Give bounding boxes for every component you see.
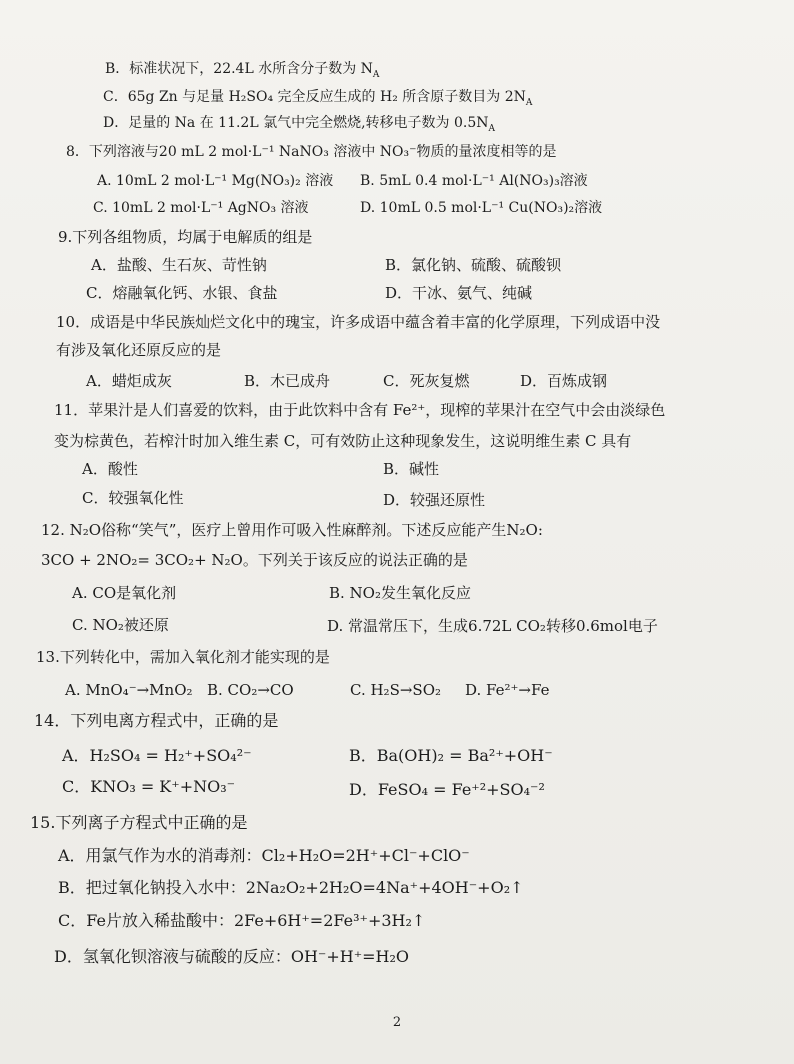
q11-option-d: D．较强还原性 bbox=[383, 491, 486, 509]
q14-option-c: C．KNO₃ = K⁺+NO₃⁻ bbox=[62, 777, 236, 796]
q7-option-d-text: D．足量的 Na 在 11.2L 氯气中完全燃烧,转移电子数为 0.5N bbox=[103, 115, 489, 131]
q8-option-c: C. 10mL 2 mol·L⁻¹ AgNO₃ 溶液 bbox=[93, 200, 309, 216]
q9-option-a: A．盐酸、生石灰、苛性钠 bbox=[91, 256, 267, 274]
q13-option-b: B. CO₂→CO bbox=[207, 681, 294, 699]
q12-option-b: B. NO₂发生氧化反应 bbox=[329, 584, 471, 602]
q9-option-b: B．氯化钠、硫酸、硫酸钡 bbox=[385, 256, 562, 274]
q15-option-a: A．用氯气作为水的消毒剂：Cl₂+H₂O=2H⁺+Cl⁻+ClO⁻ bbox=[58, 846, 470, 865]
q15-option-c: C．Fe片放入稀盐酸中：2Fe+6H⁺=2Fe³⁺+3H₂↑ bbox=[58, 911, 426, 930]
q7-option-b bbox=[105, 62, 379, 80]
q14-option-b: B．Ba(OH)₂ = Ba²⁺+OH⁻ bbox=[349, 746, 553, 765]
q15-option-d: D．氢氧化钡溶液与硫酸的反应：OH⁻+H⁺=H₂O bbox=[54, 947, 410, 966]
q15-stem: 15.下列离子方程式中正确的是 bbox=[30, 813, 248, 832]
q10-option-b: B．木已成舟 bbox=[244, 372, 331, 390]
q13-option-a: A. MnO₄⁻→MnO₂ bbox=[65, 681, 193, 699]
q11-option-b: B．碱性 bbox=[383, 460, 440, 478]
q7-option-c-subscript: A bbox=[525, 97, 533, 108]
q8-option-b: B. 5mL 0.4 mol·L⁻¹ Al(NO₃)₃溶液 bbox=[360, 173, 588, 189]
q13-stem: 13.下列转化中，需加入氧化剂才能实现的是 bbox=[36, 648, 330, 666]
q8-stem: 8．下列溶液与20 mL 2 mol·L⁻¹ NaNO₃ 溶液中 NO₃⁻物质的量浓度相等的是 bbox=[66, 144, 557, 160]
q7-option-c-text: C．65g Zn 与足量 H₂SO₄ 完全反应生成的 H₂ 所含原子数目为 2N bbox=[103, 89, 526, 105]
q12-option-a: A. CO是氧化剂 bbox=[72, 584, 177, 602]
q9-option-d: D．干冰、氨气、纯碱 bbox=[385, 284, 533, 302]
q14-option-a: A．H₂SO₄ = H₂⁺+SO₄²⁻ bbox=[62, 746, 252, 765]
q15-option-b: B．把过氧化钠投入水中：2Na₂O₂+2H₂O=4Na⁺+4OH⁻+O₂↑ bbox=[58, 878, 524, 897]
q12-option-c: C. NO₂被还原 bbox=[72, 616, 169, 634]
q10-stem-line2: 有涉及氧化还原反应的是 bbox=[56, 341, 222, 359]
q14-stem: 14．下列电离方程式中，正确的是 bbox=[34, 711, 279, 730]
q14-option-d: D．FeSO₄ = Fe⁺²+SO₄⁻² bbox=[349, 780, 545, 799]
q10-option-a: A．蜡炬成灰 bbox=[86, 372, 172, 390]
q13-option-d: D. Fe²⁺→Fe bbox=[465, 681, 550, 699]
q7-option-b-subscript: A bbox=[372, 69, 380, 80]
q11-stem-line1: 11．苹果汁是人们喜爱的饮料，由于此饮料中含有 Fe²⁺，现榨的苹果汁在空气中会由淡绿色 bbox=[54, 401, 666, 419]
q9-stem: 9.下列各组物质，均属于电解质的组是 bbox=[58, 228, 313, 246]
q7-option-d-subscript: A bbox=[488, 123, 496, 134]
q10-option-d: D．百炼成钢 bbox=[520, 372, 608, 390]
q12-option-d: D. 常温常压下，生成6.72L CO₂转移0.6mol电子 bbox=[327, 617, 658, 635]
q8-option-d: D. 10mL 0.5 mol·L⁻¹ Cu(NO₃)₂溶液 bbox=[360, 200, 603, 216]
q8-option-a: A. 10mL 2 mol·L⁻¹ Mg(NO₃)₂ 溶液 bbox=[97, 173, 334, 189]
q7-option-c bbox=[103, 90, 532, 108]
q13-option-c: C. H₂S→SO₂ bbox=[350, 681, 442, 699]
q12-stem-line1: 12. N₂O俗称“笑气”，医疗上曾用作可吸入性麻醉剂。下述反应能产生N₂O: bbox=[41, 521, 543, 539]
q10-option-c: C．死灰复燃 bbox=[383, 372, 470, 390]
q10-stem-line1: 10．成语是中华民族灿烂文化中的瑰宝，许多成语中蕴含着丰富的化学原理，下列成语中没 bbox=[56, 313, 661, 331]
q11-option-c: C．较强氧化性 bbox=[82, 489, 184, 507]
q7-option-b-text: B．标准状况下，22.4L 水所含分子数为 N bbox=[105, 61, 373, 77]
q7-option-d bbox=[103, 116, 495, 134]
q9-option-c: C．熔融氧化钙、水银、食盐 bbox=[86, 284, 278, 302]
page-number: 2 bbox=[392, 1015, 402, 1030]
q11-stem-line2: 变为棕黄色，若榨汁时加入维生素 C，可有效防止这种现象发生，这说明维生素 C 具有 bbox=[54, 432, 632, 450]
q11-option-a: A．酸性 bbox=[82, 460, 138, 478]
q12-stem-line2: 3CO + 2NO₂= 3CO₂+ N₂O。下列关于该反应的说法正确的是 bbox=[41, 551, 468, 569]
